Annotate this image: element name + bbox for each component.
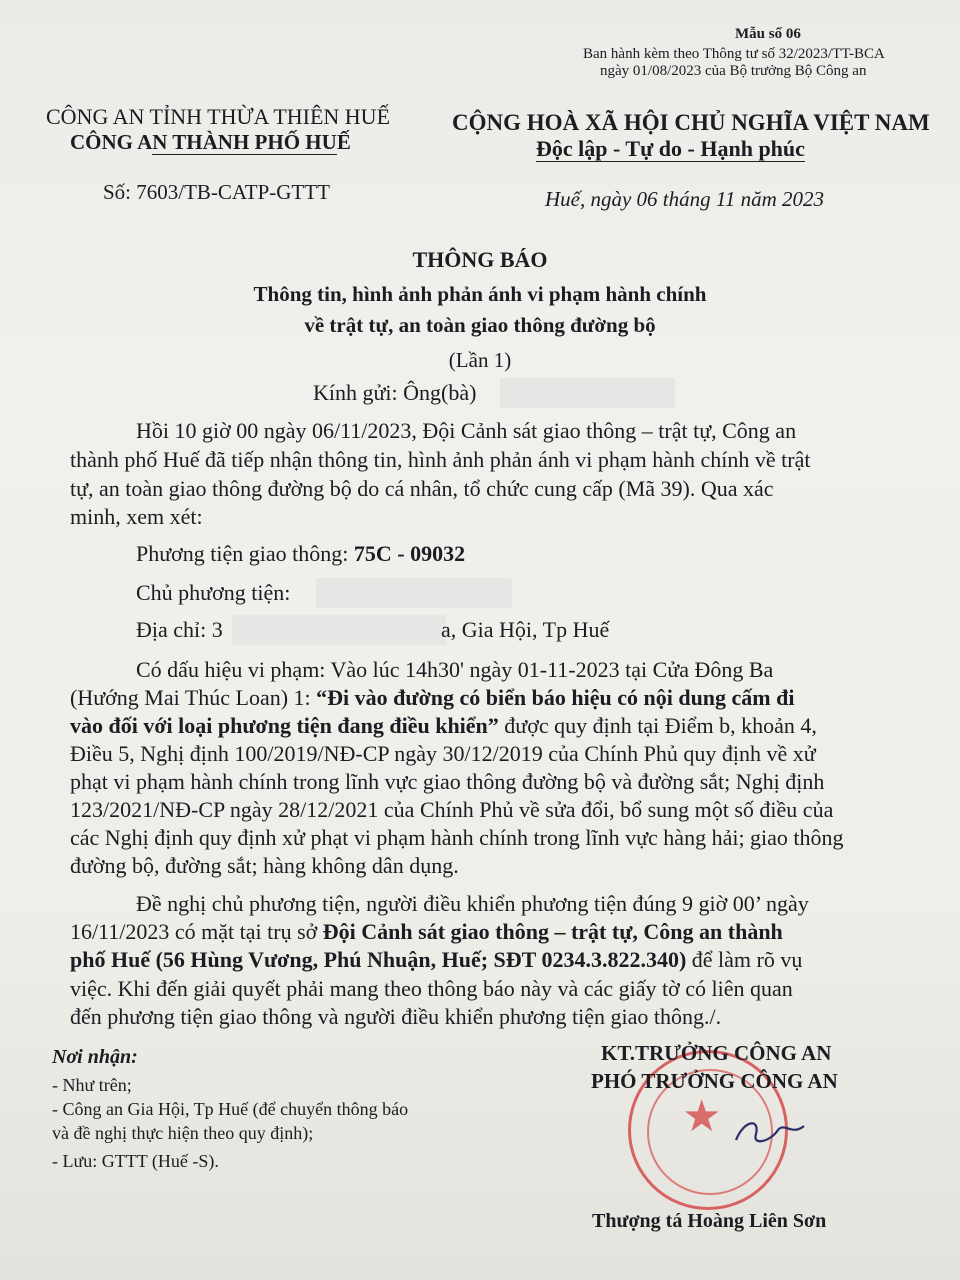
request-office-part-1: Đội Cảnh sát giao thông – trật tự, Công an thành xyxy=(322,919,783,944)
recipient-item-3: và đề nghị thực hiện theo quy định); xyxy=(52,1123,314,1143)
violation-line-5: phạt vi phạm hành chính trong lĩnh vực giao thông đường bộ và đường sắt; Nghị định xyxy=(70,769,825,794)
violation-line-6: 123/2021/NĐ-CP ngày 28/12/2021 của Chính Phủ về sửa đổi, bổ sung một số điều của xyxy=(70,797,834,822)
org-name-part-2: N THÀNH PHỐ HU xyxy=(152,130,337,154)
owner-label: Chủ phương tiện: xyxy=(136,580,291,605)
violation-line-3 xyxy=(70,713,817,739)
notice-subtitle-2: về trật tự, an toàn giao thông đường bộ xyxy=(304,313,656,337)
issuing-organization xyxy=(70,130,351,155)
handwritten-signature xyxy=(730,1112,810,1152)
violation-description-part-1: “Đi vào đường có biển báo hiệu có nội dung cấm đi xyxy=(316,685,795,710)
notice-subtitle-1: Thông tin, hình ảnh phản ánh vi phạm hành chính xyxy=(253,282,707,306)
violation-line-2 xyxy=(70,685,794,711)
recipient-item-4: - Lưu: GTTT (Huế -S). xyxy=(52,1151,219,1171)
vehicle-plate: 75C - 09032 xyxy=(353,541,466,566)
redacted-address xyxy=(232,615,446,645)
violation-line-4: Điều 5, Nghị định 100/2019/NĐ-CP ngày 30/12/2019 của Chính Phủ quy định về xử xyxy=(70,741,816,766)
violation-line-1: Có dấu hiệu vi phạm: Vào lúc 14h30' ngày 01-11-2023 tại Cửa Đông Ba xyxy=(136,657,774,682)
national-motto xyxy=(536,136,805,162)
request-purpose: để làm rõ vụ xyxy=(686,947,803,972)
recipient-item-2: - Công an Gia Hội, Tp Huế (để chuyển thông báo xyxy=(52,1099,409,1119)
request-line-2 xyxy=(70,919,783,945)
request-line-4: việc. Khi đến giải quyết phải mang theo thông báo này và các giấy tờ có liên quan xyxy=(70,976,793,1001)
request-line-1: Đề nghị chủ phương tiện, người điều khiển phương tiện đúng 9 giờ 00’ ngày xyxy=(136,891,809,916)
request-date: 16/11/2023 có mặt tại trụ sở xyxy=(70,919,323,944)
parent-organization: CÔNG AN TỈNH THỪA THIÊN HUẾ xyxy=(46,104,391,129)
notice-title: THÔNG BÁO xyxy=(412,247,548,272)
redacted-name xyxy=(500,378,675,408)
form-reference-line-1: Ban hành kèm theo Thông tư số 32/2023/TT-BCA xyxy=(583,46,885,62)
violation-location: (Hướng Mai Thúc Loan) 1: xyxy=(70,685,317,710)
vehicle-label: Phương tiện giao thông: xyxy=(136,541,354,566)
paragraph-1-line-3: tự, an toàn giao thông đường bộ do cá nhân, tổ chức cung cấp (Mã 39). Qua xác xyxy=(70,476,774,501)
request-line-3 xyxy=(70,947,802,973)
redacted-owner xyxy=(316,578,512,608)
vehicle-line xyxy=(136,541,465,567)
form-number: Mẫu số 06 xyxy=(735,26,801,42)
seal-star-icon: ★ xyxy=(682,1092,722,1141)
address-label: Địa chỉ: 3 xyxy=(136,617,223,642)
notice-round: (Lần 1) xyxy=(448,348,512,372)
paragraph-1-line-1: Hồi 10 giờ 00 ngày 06/11/2023, Đội Cảnh sát giao thông – trật tự, Công an xyxy=(136,418,797,443)
request-line-5: đến phương tiện giao thông và người điều khiển phương tiện giao thông./. xyxy=(70,1004,722,1029)
request-office-part-2: phố Huế (56 Hùng Vương, Phú Nhuận, Huế; SĐT 0234.3.822.340) xyxy=(70,947,687,972)
violation-regulation: được quy định tại Điểm b, khoản 4, xyxy=(498,713,817,738)
org-name-part-3: Ế xyxy=(336,130,351,154)
signatory-role-2: PHÓ TRƯỞNG CÔNG AN xyxy=(591,1069,838,1093)
signatory-name: Thượng tá Hoàng Liên Sơn xyxy=(592,1210,827,1232)
recipient-item-1: - Như trên; xyxy=(52,1075,132,1095)
org-name-part-1: CÔNG A xyxy=(70,130,153,154)
form-reference-line-2: ngày 01/08/2023 của Bộ trưởng Bộ Công an xyxy=(600,63,867,79)
national-title: CỘNG HOÀ XÃ HỘI CHỦ NGHĨA VIỆT NAM xyxy=(452,110,930,135)
motto-text: Độc lập - Tự do - Hạnh phúc xyxy=(536,136,805,161)
document-date: Huế, ngày 06 tháng 11 năm 2023 xyxy=(545,187,824,211)
document-number: Số: 7603/TB-CATP-GTTT xyxy=(103,180,330,204)
violation-description-part-2: vào đối với loại phương tiện đang điều khiển” xyxy=(70,713,499,738)
violation-line-8: đường bộ, đường sắt; hàng không dân dụng. xyxy=(70,853,459,878)
signatory-role-1: KT.TRƯỞNG CÔNG AN xyxy=(601,1041,832,1065)
recipient-salutation: Kính gửi: Ông(bà) xyxy=(313,380,477,405)
paragraph-1-line-4: minh, xem xét: xyxy=(70,504,203,529)
paragraph-1-line-2: thành phố Huế đã tiếp nhận thông tin, hình ảnh phản ánh vi phạm hành chính về trật xyxy=(70,447,811,472)
violation-line-7: các Nghị định quy định xử phạt vi phạm hành chính trong lĩnh vực hàng hải; giao thông xyxy=(70,825,844,850)
address-tail: a, Gia Hội, Tp Huế xyxy=(441,617,610,642)
recipients-title: Nơi nhận: xyxy=(52,1046,138,1068)
